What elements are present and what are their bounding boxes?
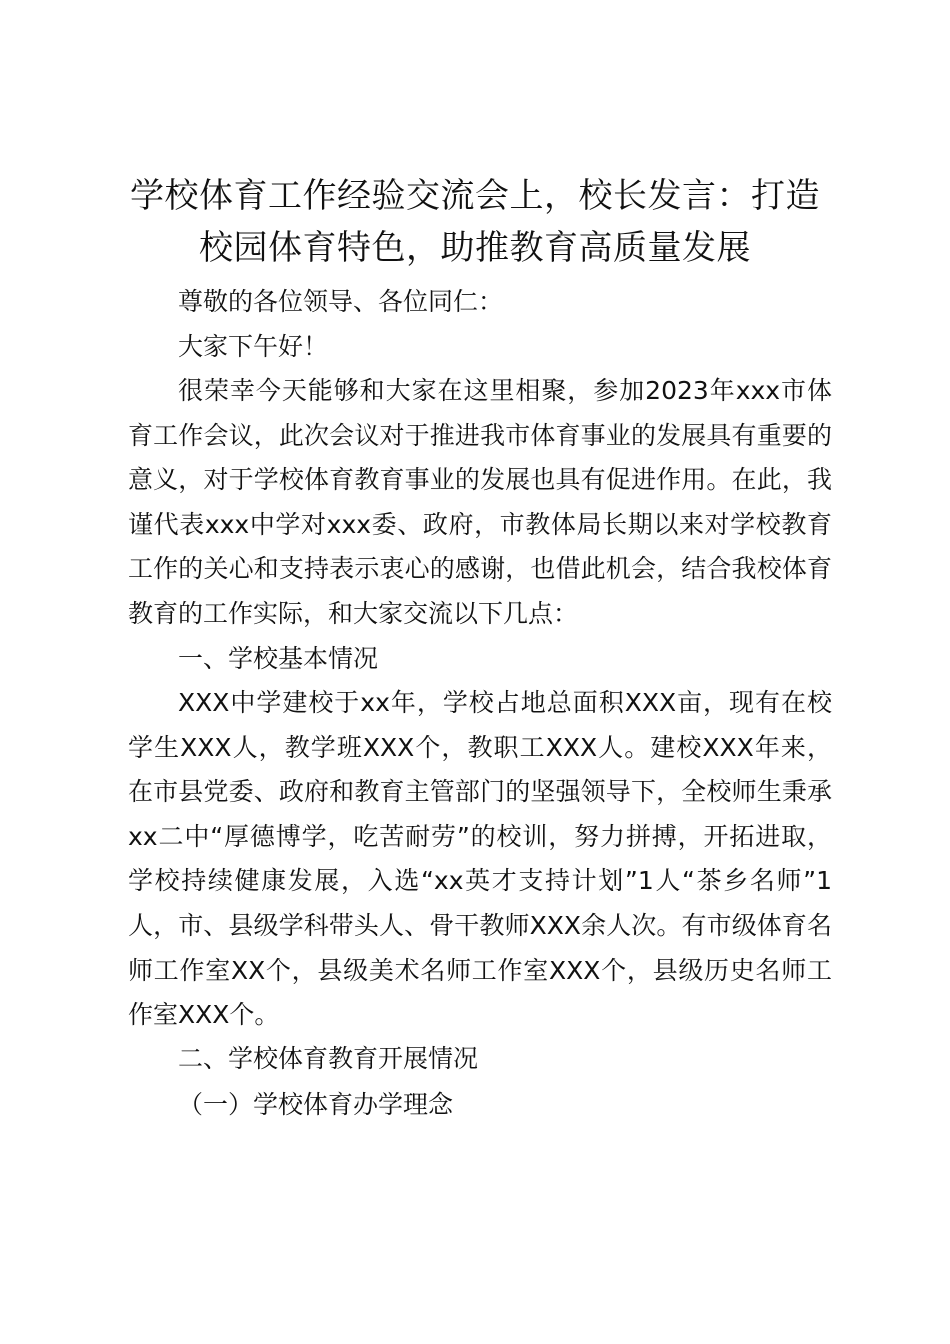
salutation: 尊敬的各位领导、各位同仁： bbox=[178, 287, 504, 316]
section-1-heading: 一、学校基本情况 bbox=[178, 644, 379, 673]
subsection-1-heading: （一）学校体育办学理念 bbox=[178, 1090, 454, 1119]
document-title: 学校体育工作经验交流会上，校长发言：打造校园体育特色，助推教育高质量发展 bbox=[130, 176, 820, 268]
intro-paragraph: 很荣幸今天能够和大家在这里相聚，参加2023年xxx市体育工作会议，此次会议对于推进我市体育事业的发展具有重要的意义，对于学校体育教育事业的发展也具有促进作用。在此，我谨代表xxx中学对xxx委、政府，市教体局长期以来对学校教育工作的关心和支持表示衷心的感谢，也借此机会，结合我校体育教育的工作实际，和大家交流以下几点： bbox=[128, 376, 832, 628]
section-2-heading: 二、学校体育教育开展情况 bbox=[178, 1044, 479, 1073]
greeting: 大家下午好！ bbox=[178, 332, 329, 361]
section-1-paragraph: XXX中学建校于xx年，学校占地总面积XXX亩，现有在校学生XXX人，教学班XXX个，教职工XXX人。建校XXX年来，在市县党委、政府和教育主管部门的坚强领导下，全校师生秉承xx二中“厚德博学，吃苦耐劳”的校训，努力拼搏，开拓进取，学校持续健康发展，入选“xx英才支持计划”1人“茶乡名师”1人，市、县级学科带头人、骨干教师XXX余人次。有市级体育名师工作室XX个，县级美术名师工作室XXX个，县级历史名师工作室XXX个。 bbox=[128, 688, 832, 1030]
